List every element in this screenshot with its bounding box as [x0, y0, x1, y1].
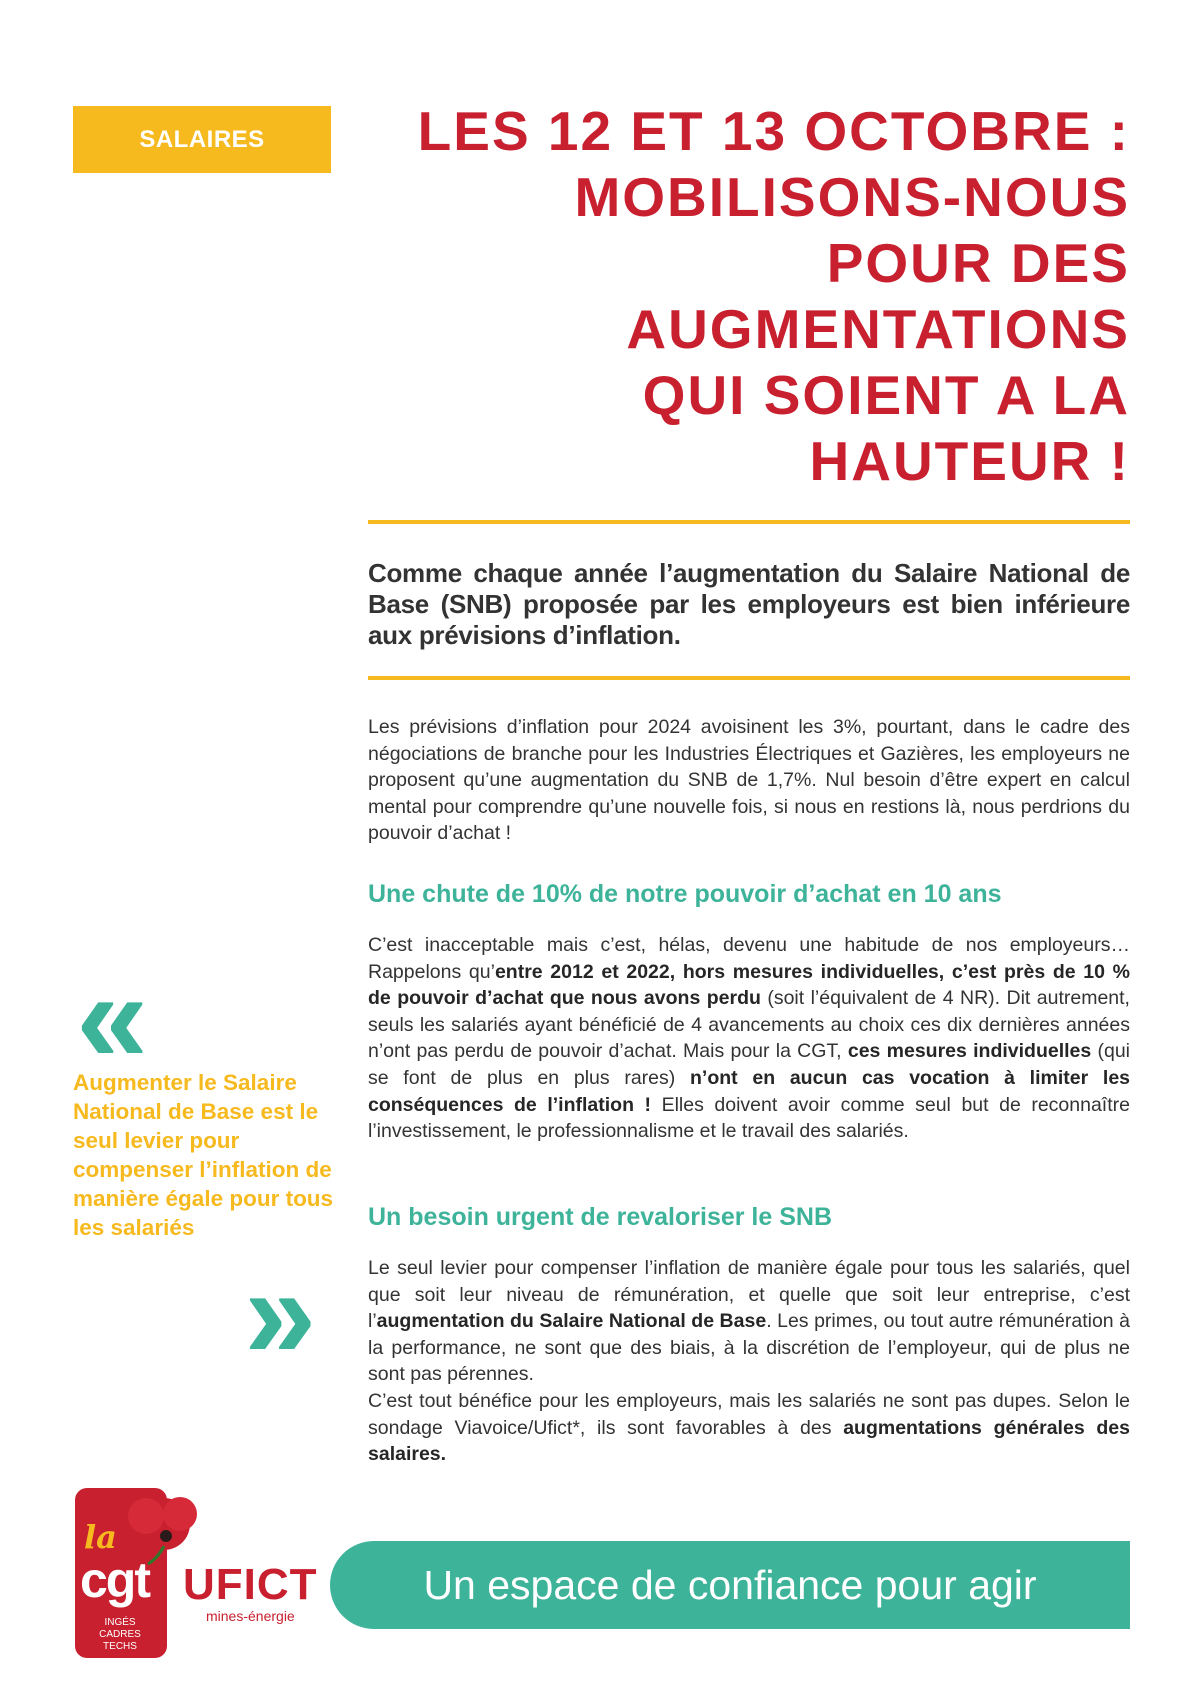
cgt-logo-subtitle — [80, 1617, 160, 1653]
logo-subline: INGÉS — [104, 1617, 136, 1628]
title-line: QUI SOIENT A LA — [642, 364, 1130, 426]
text-run: C’est inacceptable mais c’est, hélas, devenu une habitude de nos employeurs… Rappelons qu’ — [368, 934, 1130, 983]
title-line: MOBILISONS-NOUS — [574, 166, 1130, 228]
title-line: AUGMENTATIONS — [626, 298, 1130, 360]
logo-subline: TECHS — [103, 1641, 137, 1652]
emphasis-run: augmentation du Salaire National de Base — [376, 1310, 767, 1333]
logo-subline: CADRES — [99, 1629, 141, 1640]
section-snb-paragraph — [368, 1255, 1130, 1468]
text-run: (soit l’équivalent de 4 NR). Dit autrement, seuls les salariés ayant bénéficié de 4 avancements au choix ces dix dernières années n’ont pas perdu de pouvoir d’achat. Mais pour la CGT, — [368, 987, 1130, 1063]
intro-paragraph: Les prévisions d’inflation pour 2024 avoisinent les 3%, pourtant, dans le cadre des négociations de branche pour les Industries Électriques et Gazières, les employeurs ne proposent qu’une augmentation du SNB de 1,7%. Nul besoin d’être expert en calcul mental pour comprendre qu’une nouvelle fois, si nous en restions là, nous perdrions du pouvoir d’achat ! — [368, 716, 1130, 845]
ufict-logo: UFICT — [183, 1560, 318, 1609]
ufict-subtitle: mines-énergie — [206, 1608, 295, 1624]
section-drop-paragraph — [368, 932, 1130, 1145]
footer-banner: Un espace de confiance pour agir — [330, 1541, 1130, 1629]
page-title — [360, 98, 1130, 494]
title-line: LES 12 ET 13 OCTOBRE : — [417, 100, 1130, 162]
quote-open-icon: « — [76, 944, 149, 1090]
divider-bottom — [368, 676, 1130, 680]
emphasis-run: ces mesures individuelles — [847, 1040, 1092, 1063]
section-heading-drop: Une chute de 10% de notre pouvoir d’achat en 10 ans — [368, 880, 1002, 908]
text-run: Le seul levier pour compenser l’inflation de manière égale pour tous les salariés, quel que soit leur niveau de rémunération, et quelle que soit leur entreprise, c’est l’ — [368, 1257, 1130, 1333]
cgt-logo-la: la — [84, 1518, 117, 1556]
section-heading-snb: Un besoin urgent de revaloriser le SNB — [368, 1203, 833, 1231]
text-run: . Les primes, ou tout autre rémunération à la performance, ne sont que des biais, à la discrétion de l’employeur, qui de plus ne sont pas pérennes. — [368, 1310, 1130, 1386]
cgt-logo-text: cgt — [80, 1552, 149, 1608]
pull-quote: Augmenter le Salaire National de Base est le seul levier pour compenser l’inflation de manière égale pour tous les salariés — [73, 1070, 334, 1240]
title-line: HAUTEUR ! — [809, 430, 1130, 492]
text-run: C’est tout bénéfice pour les employeurs, mais les salariés ne sont pas dupes. Selon le sondage Viavoice/Ufict*, ils sont favorables à des — [368, 1389, 1130, 1439]
quote-close-icon: » — [244, 1240, 317, 1386]
category-tag: SALAIRES — [73, 106, 331, 173]
text-run: Elles doivent avoir comme seul but de reconnaître l’investissement, le professionnalisme et le travail des salariés. — [368, 1093, 1130, 1143]
text-run: (qui se font de plus en plus rares) — [368, 1040, 1131, 1089]
divider-top — [368, 520, 1130, 524]
lead-paragraph: Comme chaque année l’augmentation du Salaire National de Base (SNB) proposée par les employeurs est bien inférieure aux prévisions d’inflation. — [368, 558, 1130, 650]
title-line: POUR DES — [826, 232, 1130, 294]
emphasis-run: entre 2012 et 2022, hors mesures individuelles, c’est près de 10 % de pouvoir d’achat que nous avons perdu — [368, 960, 1130, 1010]
emphasis-run: n’ont en aucun cas vocation à limiter les conséquences de l’inflation ! — [368, 1066, 1131, 1116]
emphasis-run: augmentations générales des salaires. — [368, 1416, 1130, 1466]
